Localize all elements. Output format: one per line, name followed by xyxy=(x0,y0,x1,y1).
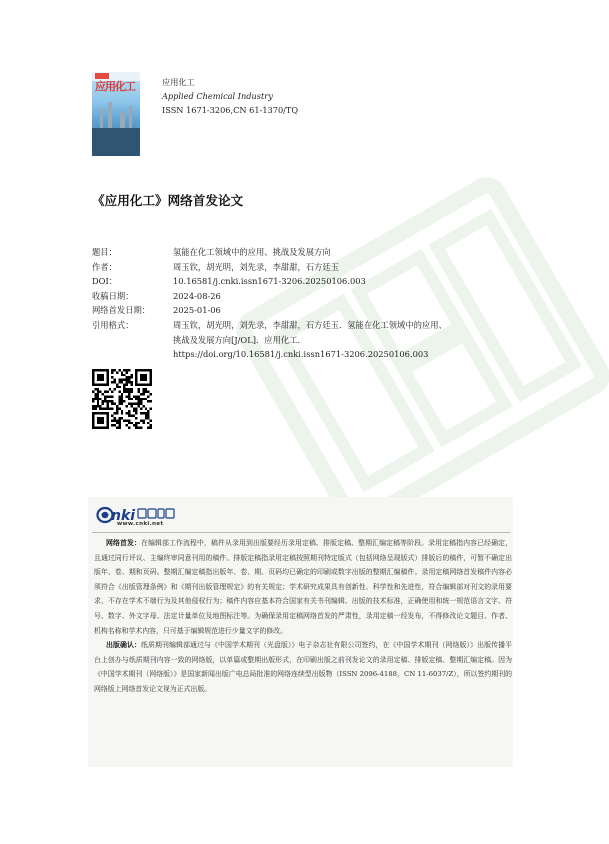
meta-value: 2024-08-26 xyxy=(173,290,221,301)
meta-row-citation xyxy=(92,318,512,362)
meta-value: 10.16581/j.cnki.issn1671-3206.20250106.003 xyxy=(173,276,366,287)
meta-key: 网络首发日期： xyxy=(92,305,151,316)
publication-confirm-label: 出版确认： xyxy=(106,641,141,650)
meta-row-doi xyxy=(92,274,512,289)
meta-key: 作者： xyxy=(92,261,117,272)
qr-code-icon[interactable] xyxy=(92,369,152,429)
meta-value: 周玉钦，胡光明，刘先录，李甜甜，石方廷玉 xyxy=(173,261,339,272)
meta-row-received xyxy=(92,289,512,304)
svg-text:nki: nki xyxy=(111,508,136,524)
article-metadata xyxy=(92,245,512,362)
journal-cover-image xyxy=(92,72,140,156)
divider xyxy=(92,532,510,533)
meta-row-title xyxy=(92,245,512,260)
citation-doi-link[interactable]: https://doi.org/10.16581/j.cnki.issn1671-3206.20250106.003 xyxy=(173,349,429,360)
meta-value: 2025-01-06 xyxy=(173,305,221,316)
publication-confirm-paragraph xyxy=(94,638,512,696)
meta-value: 周玉钦，胡光明，刘先录，李甜甜，石方廷玉．氢能在化工领域中的应用、 xyxy=(173,319,447,330)
meta-key: DOI： xyxy=(92,276,118,287)
online-first-text: 在编辑部工作流程中，稿件从录用到出版要经历录用定稿、排版定稿、整期汇编定稿等阶段。录用定稿指内容已经确定，且通过同行评议、主编终审同意刊用的稿件。排版定稿指录用定稿按照期刊特定版式（包括网络呈现版式）排版后的稿件，可暂不确定出版年、卷、期和页码。整期汇编定稿指出版年、卷、期、页码均已确定的印刷或数字出版的整期汇编稿件。录用定稿网络首发稿件内容必须符合《出版管理条例》和《期刊出版管理规定》的有关规定；学术研究成果具有创新性、科学性和先进性，符合编辑部对刊文的录用要求，不存在学术不端行为及其他侵权行为；稿件内容应基本符合国家有关书刊编辑、出版的技术标准，正确使用和统一规范语言文字、符号、数字、外文字母、法定计量单位及地图标注等。为确保录用定稿网络首发的严肃性，录用定稿一经发布，不得修改论文题目、作者、机构名称和学术内容，只可基于编辑规范进行少量文字的修改。 xyxy=(94,539,513,635)
meta-key: 题目： xyxy=(92,247,117,257)
online-first-label: 网络首发： xyxy=(106,539,142,547)
cnki-url[interactable]: www.cnki.net xyxy=(117,521,164,527)
meta-key: 引用格式： xyxy=(92,319,134,330)
online-first-paragraph xyxy=(94,536,512,638)
meta-row-authors xyxy=(92,260,512,275)
cnki-notice-text xyxy=(94,536,512,697)
journal-name-cn: 应用化工 xyxy=(162,77,195,87)
meta-row-online-date xyxy=(92,303,512,318)
journal-issn: ISSN 1671-3206,CN 61-1370/TQ xyxy=(162,105,299,115)
publication-confirm-text: 纸质期刊编辑部通过与《中国学术期刊（光盘版）》电子杂志社有限公司签约，在《中国学术期刊（网络版）》出版传播平台上创办与纸质期刊内容一致的网络版，以单篇或整期出版形式，在印刷出版之前刊发论文的录用定稿、排版定稿、整期汇编定稿。因为《中国学术期刊（网络版）》是国家新闻出版广电总局批准的网络连续型出版物（ISSN 2096-4188，CN 11-6037/Z），所以签约期刊的网络版上网络首发论文视为正式出版。 xyxy=(94,641,512,693)
journal-name-en: Applied Chemical Industry xyxy=(162,91,273,101)
meta-key: 收稿日期： xyxy=(92,290,134,301)
page-title: 《应用化工》网络首发论文 xyxy=(92,193,244,208)
journal-info xyxy=(162,75,298,117)
meta-value: 氢能在化工领域中的应用、挑战及发展方向 xyxy=(173,247,331,257)
cover-title: 应用化工 xyxy=(95,80,135,93)
citation-line-2: 挑战及发展方向[J/OL]．应用化工． xyxy=(173,334,306,345)
